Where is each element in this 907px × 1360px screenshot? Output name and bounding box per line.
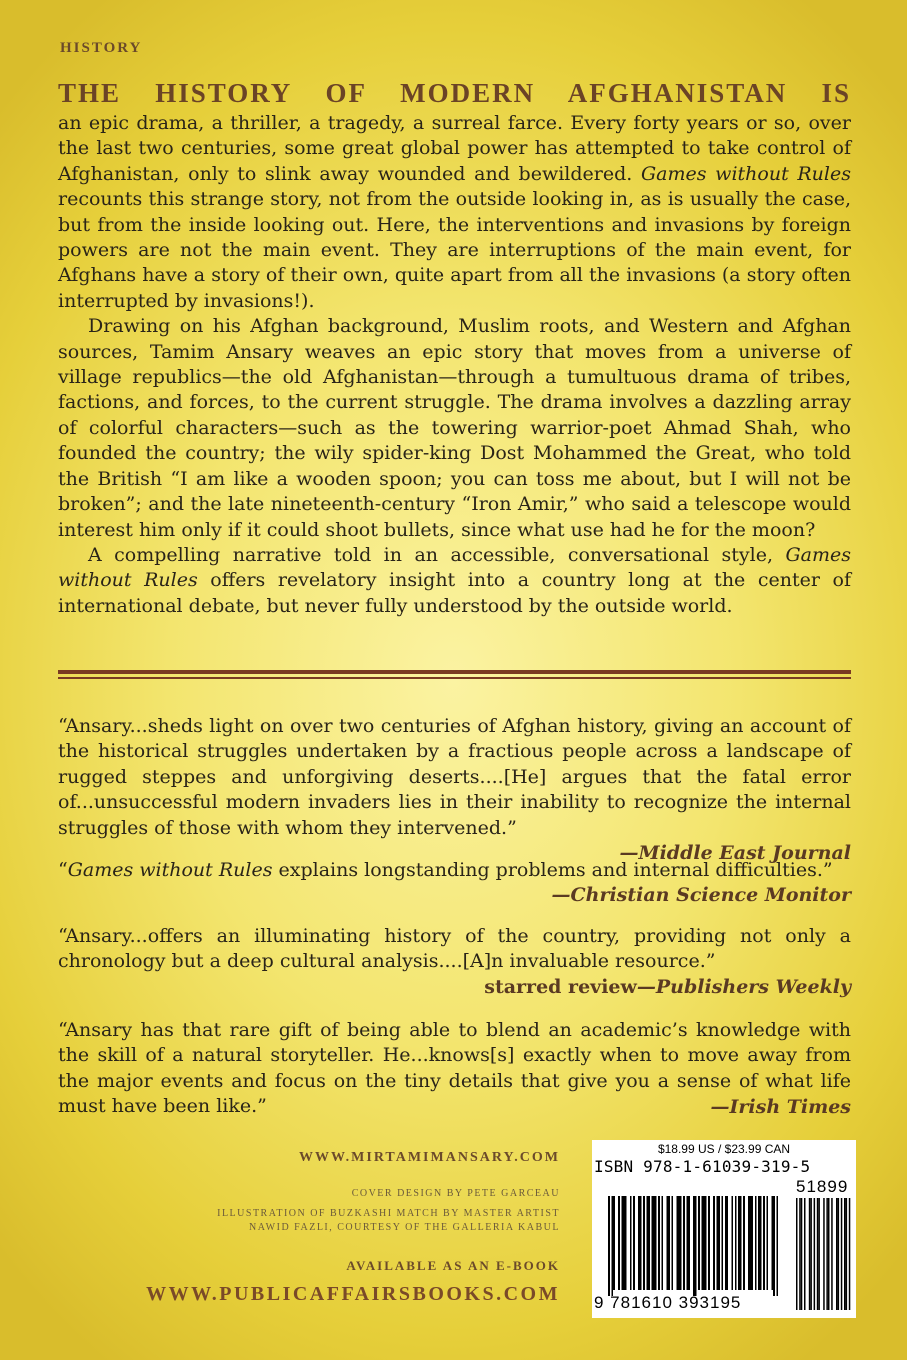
- addon-bar: [831, 1198, 833, 1310]
- barcode-bar: [727, 1196, 729, 1290]
- barcode-bar: [693, 1196, 695, 1296]
- barcode-bar: [767, 1196, 769, 1290]
- barcode-bar: [750, 1196, 752, 1290]
- barcode-bar: [672, 1196, 674, 1290]
- review-quote: [58, 924, 851, 1000]
- barcode-bar: [708, 1196, 710, 1290]
- addon-bar: [846, 1198, 848, 1310]
- addon-bar: [814, 1198, 816, 1310]
- review-quote: [58, 858, 851, 909]
- barcode-bar: [648, 1196, 650, 1290]
- addon-bar: [799, 1198, 801, 1310]
- quote-text: “Ansary...sheds light on over two centuries of Afghan history, giving an account of the historical struggles undertaken by a fractious people across a landscape of rugged steppes and unforgiving deserts....[He] argues that the fatal error of...unsuccessful modern invaders lies in their inability to recognize the internal struggles of those with whom they intervened.”: [58, 715, 851, 839]
- barcode-bar: [643, 1196, 645, 1290]
- barcode-bar: [630, 1196, 632, 1290]
- p3-text-a: A compelling narrative told in an accessible, conversational style,: [88, 543, 786, 566]
- barcode-bar: [658, 1196, 660, 1290]
- barcode-bar: [773, 1196, 775, 1296]
- barcode-bar: [647, 1196, 649, 1290]
- barcode-bar: [608, 1196, 610, 1296]
- barcode-bar: [732, 1196, 734, 1290]
- barcode-bar: [633, 1196, 635, 1290]
- cover-design-credit: COVER DESIGN BY PETE GARCEAU: [351, 1188, 560, 1199]
- barcode-bar: [622, 1196, 624, 1290]
- addon-code: 51899: [796, 1177, 849, 1196]
- price-label: $18.99 US / $23.99 CAN: [657, 1142, 791, 1156]
- publisher-website: WWW.PUBLICAFFAIRSBOOKS.COM: [146, 1283, 560, 1305]
- book-description: [58, 78, 851, 619]
- barcode-bar: [695, 1196, 697, 1296]
- quote-text: explains longstanding problems and internal difficulties.”: [272, 859, 833, 881]
- quote-source: —Christian Science Monitor: [551, 884, 851, 907]
- barcode-bar: [625, 1196, 627, 1290]
- barcode-bar: [640, 1196, 642, 1290]
- barcode-bar: [653, 1196, 655, 1290]
- addon-bar: [838, 1198, 840, 1310]
- ebook-notice: AVAILABLE AS AN E-BOOK: [346, 1258, 560, 1273]
- description-paragraph-3: [58, 543, 851, 619]
- quote-source: —Irish Times: [710, 1095, 851, 1118]
- barcode-bar: [623, 1196, 625, 1290]
- barcode-bar: [718, 1196, 720, 1290]
- barcode-bar: [740, 1196, 742, 1290]
- barcode-bar: [755, 1196, 757, 1290]
- barcode-bar: [777, 1196, 779, 1296]
- barcode-bar: [722, 1196, 724, 1290]
- quote-source: —Publishers Weekly: [636, 975, 851, 998]
- book-title-ref: Games without Rules: [640, 162, 851, 185]
- review-quote: [58, 1018, 851, 1120]
- barcode-bar: [687, 1196, 689, 1290]
- barcode-bar: [662, 1196, 664, 1290]
- section-divider: [58, 670, 851, 679]
- description-paragraph-1: [58, 111, 851, 314]
- barcode-bar: [688, 1196, 690, 1290]
- review-quote: [58, 714, 851, 866]
- illustration-credit-1: ILLUSTRATION OF BUZKASHI MATCH BY MASTER ARTIST: [217, 1208, 560, 1219]
- description-paragraph-2: Drawing on his Afghan background, Muslim roots, and Western and Afghan sources, Tamim Ansary weaves an epic story that moves from a universe of village republics—the old Afghanistan—through a tumultuous drama of tribes, factions, and forces, to the current struggle. The drama involves a dazzling array of colorful characters—such as the towering warrior-poet Ahmad Shah, who founded the country; the wily spider-king Dost Mohammed the Great, who told the British “I am like a wooden spoon; you can toss me about, but I will not be broken”; and the late nineteenth-century “Iron Amir,” who said a telescope would interest him only if it could shoot bullets, since what use had he for the moon?: [58, 315, 851, 541]
- addon-bar: [804, 1198, 806, 1310]
- barcode-bar: [748, 1196, 750, 1290]
- barcode-bar: [703, 1196, 705, 1290]
- barcode-bar: [702, 1196, 704, 1290]
- barcode-bar: [655, 1196, 657, 1290]
- quote-text: “Ansary...offers an illuminating history of the country, providing not only a chronology but a deep cultural analysis....[A]n invaluable resource.”: [58, 925, 851, 973]
- p1-text-b: recounts this strange story, not from the outside looking in, as is usually the case, but from the inside looking out. Here, the interventions and invasions by foreign powers are not the main event. They are interruptions of the main event, for Afghans have a story of their own, quite apart from all the invasions (a story often interrupted by invasions!).: [58, 188, 851, 312]
- ean-digits: 9 781610 393195: [594, 1293, 742, 1312]
- barcode-bar: [612, 1196, 614, 1296]
- barcode-bar: [680, 1196, 682, 1290]
- book-title-ref: Games without Rules: [58, 543, 851, 592]
- author-website: WWW.MIRTAMIMANSARY.COM: [298, 1150, 560, 1165]
- addon-bar: [826, 1198, 828, 1310]
- illustration-credit-2: NAWID FAZLI, COURTESY OF THE GALLERIA KABUL: [249, 1222, 560, 1233]
- barcode-bar: [725, 1196, 727, 1290]
- addon-bar: [823, 1198, 825, 1310]
- addon-bar: [818, 1198, 820, 1310]
- addon-bar: [844, 1198, 846, 1310]
- barcode-bar: [705, 1196, 707, 1290]
- barcode-bar: [735, 1196, 737, 1290]
- addon-bar: [809, 1198, 811, 1310]
- barcode-bar: [683, 1196, 685, 1290]
- barcode-bar: [698, 1196, 700, 1290]
- barcode-bar: [613, 1196, 615, 1290]
- addon-bar: [810, 1198, 812, 1310]
- barcode-bar: [618, 1196, 620, 1290]
- p1-text-a: an epic drama, a thriller, a tragedy, a surreal farce. Every forty years or so, over the last two centuries, some great global power has attempted to take control of Afghanistan, only to slink away wounded and bewildered.: [58, 112, 851, 185]
- barcode-bar: [668, 1196, 670, 1290]
- addon-bar: [836, 1198, 838, 1310]
- addon-bar: [849, 1198, 851, 1310]
- barcode-bar: [638, 1196, 640, 1290]
- barcode-bar: [758, 1196, 760, 1290]
- description-lead: THE HISTORY OF MODERN AFGHANISTAN IS: [58, 78, 851, 108]
- barcode-bar: [713, 1196, 715, 1290]
- p3-text-b: offers revelatory insight into a country long at the center of international debate, but never fully understood by the outside world.: [58, 569, 851, 617]
- barcode-icon: [592, 1140, 856, 1318]
- addon-bar: [817, 1198, 819, 1310]
- category-label: HISTORY: [60, 40, 143, 56]
- barcode-bar: [677, 1196, 679, 1290]
- barcode-bar: [717, 1196, 719, 1290]
- barcode-bar: [743, 1196, 745, 1290]
- barcode-bar: [667, 1196, 669, 1290]
- isbn-barcode: [592, 1140, 856, 1318]
- addon-bar: [796, 1198, 798, 1310]
- barcode-bar: [678, 1196, 680, 1290]
- quote-open: “: [58, 859, 68, 881]
- barcode-bar: [738, 1196, 740, 1290]
- addon-bar: [841, 1198, 843, 1310]
- quote-source: —Middle East Journal: [619, 842, 851, 865]
- addon-bar: [828, 1198, 830, 1310]
- barcode-bar: [772, 1196, 774, 1290]
- quote-source-extra: starred review: [484, 975, 637, 998]
- addon-bar: [801, 1198, 803, 1310]
- barcode-bar: [652, 1196, 654, 1290]
- barcode-bar: [752, 1196, 754, 1290]
- barcode-bar: [760, 1196, 762, 1290]
- quote-text: “Ansary has that rare gift of being able to blend an academic’s knowledge with the skill of a natural storyteller. He...knows[s] exactly when to move away from the major events and focus on the tiny details that give you a sense of what life must have been like.”: [58, 1019, 851, 1118]
- barcode-bar: [763, 1196, 765, 1290]
- isbn-number: ISBN 978-1-61039-319-5: [594, 1157, 811, 1176]
- book-title-ref: Games without Rules: [67, 859, 273, 881]
